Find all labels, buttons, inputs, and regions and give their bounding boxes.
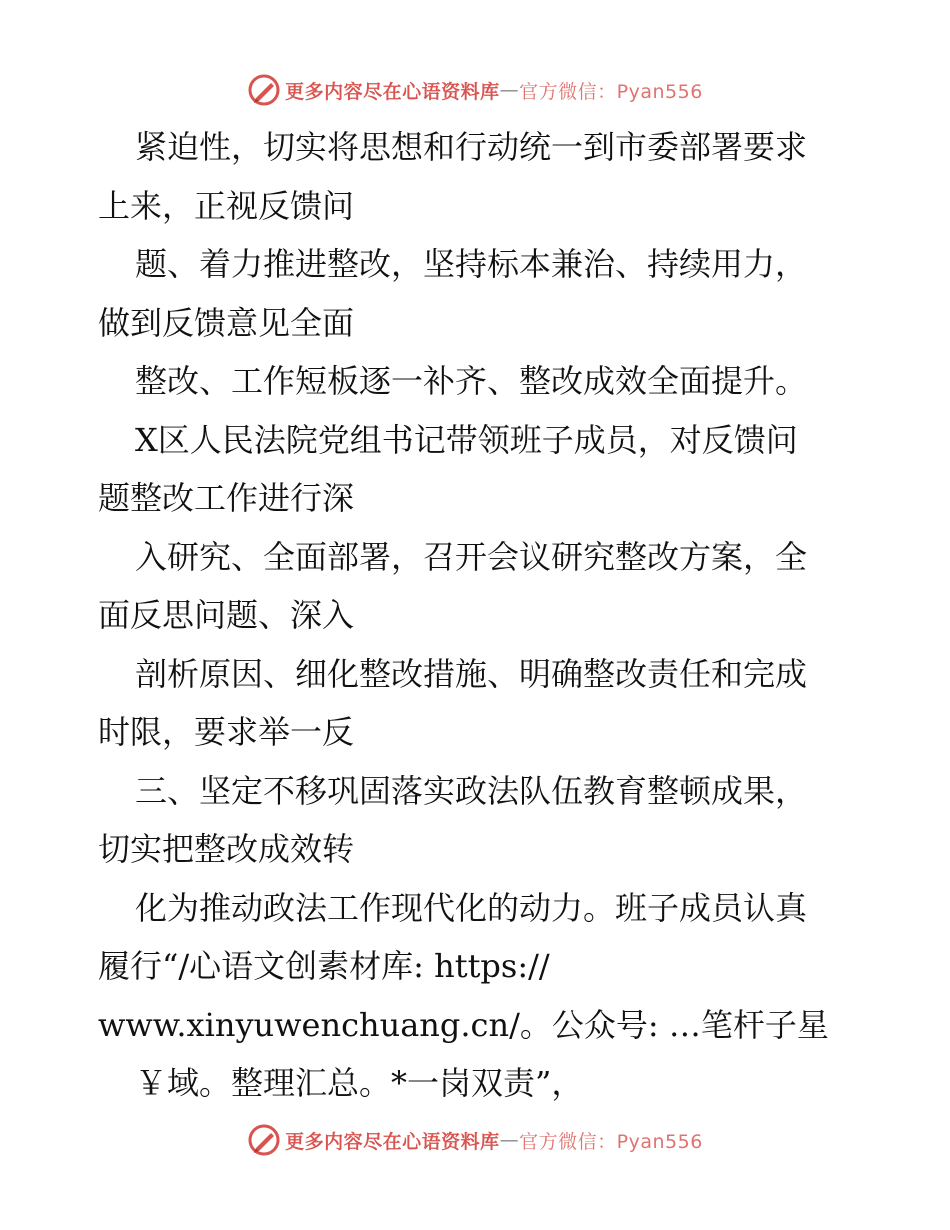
watermark-sub-text: 官方微信：Pyan556 — [519, 1130, 703, 1153]
text-line: 紧迫性，切实将思想和行动统一到市委部署要求 — [135, 128, 808, 166]
text-line: 化为推动政法工作现代化的动力。班子成员认真 — [135, 888, 808, 927]
text-line: 题、着力推进整改，坚持标本兼治、持续用力， — [135, 245, 808, 283]
text-line: 三、坚定不移巩固落实政法队伍教育整顿成果， — [135, 771, 808, 810]
document-body — [98, 118, 858, 1113]
text-line: 整改、工作短板逐一补齐、整改成效全面提升。 — [135, 362, 808, 400]
text-line: ￥域。整理汇总。*一岗双责”， — [135, 1064, 584, 1102]
pen-logo-icon — [247, 1123, 281, 1157]
text-line: 面反思问题、深入 — [98, 596, 355, 634]
watermark-main-text: 更多内容尽在心语资料库 — [285, 1130, 500, 1153]
text-line: 剖析原因、细化整改措施、明确整改责任和完成 — [135, 654, 808, 693]
header-watermark — [0, 70, 950, 110]
text-line: 入研究、全面部署，召开会议研究整改方案，全 — [135, 537, 808, 576]
watermark-separator: — — [499, 79, 520, 101]
pen-logo-icon — [247, 73, 281, 107]
text-line: 切实把整改成效转 — [98, 830, 355, 868]
footer-watermark — [0, 1120, 950, 1160]
text-line: 做到反馈意见全面 — [98, 303, 355, 342]
text-line: 履行“/心语文创素材库: https:// — [98, 947, 550, 985]
watermark-sub-text: 官方微信：Pyan556 — [519, 80, 703, 103]
text-line: 时限，要求举一反 — [98, 713, 355, 751]
watermark-main-text: 更多内容尽在心语资料库 — [285, 80, 500, 103]
watermark-separator: — — [499, 1129, 520, 1151]
text-line: www.xinyuwenchuang.cn/。公众号: …笔杆子星 — [98, 1005, 829, 1044]
text-line: 上来，正视反馈问 — [98, 186, 355, 225]
text-line: X区人民法院党组书记带领班子成员，对反馈问 — [135, 420, 798, 459]
text-line: 题整改工作进行深 — [98, 479, 355, 517]
